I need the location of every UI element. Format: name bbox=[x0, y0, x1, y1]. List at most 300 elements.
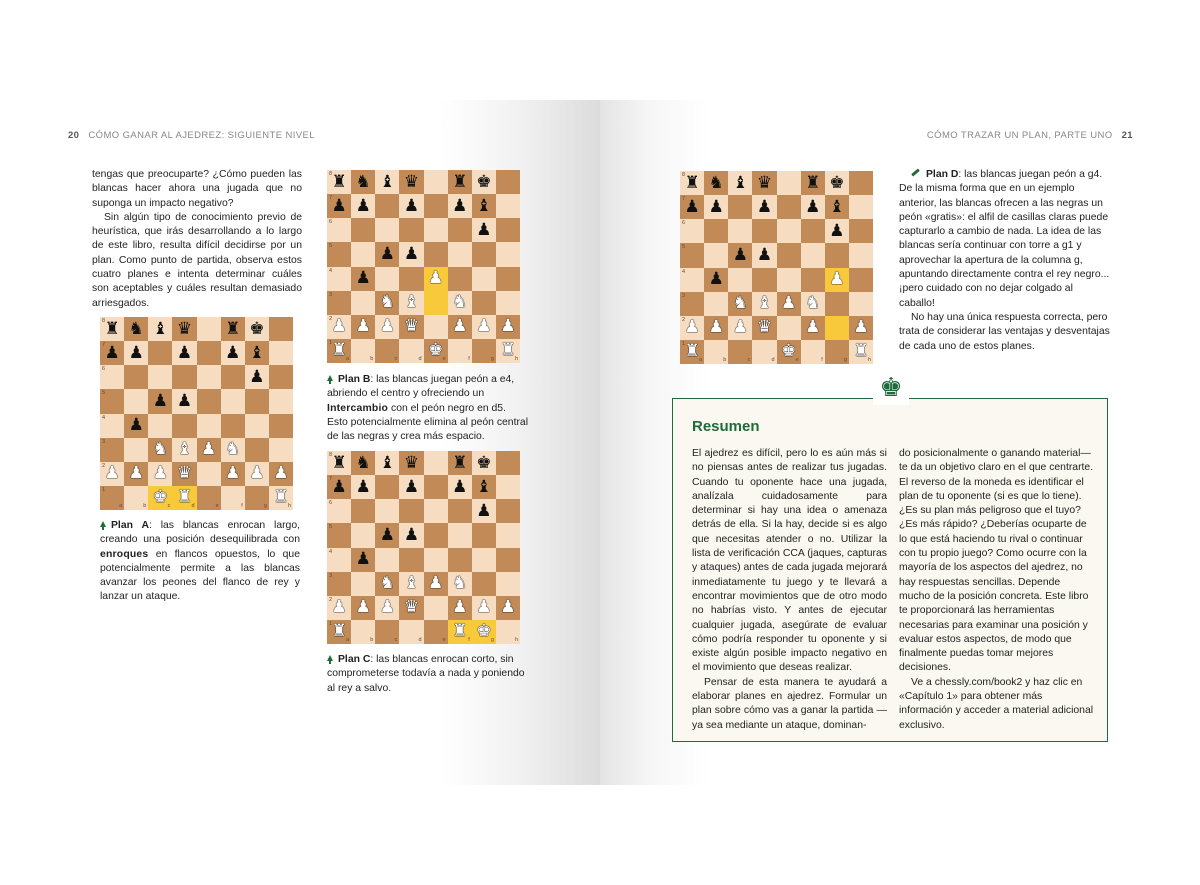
square-d3 bbox=[752, 292, 776, 316]
black-knight-icon: ♞ bbox=[708, 172, 724, 193]
square-b5 bbox=[351, 523, 375, 547]
white-pawn-icon: ♟ bbox=[684, 317, 700, 338]
square-g4 bbox=[472, 548, 496, 572]
black-pawn-icon: ♟ bbox=[104, 342, 120, 363]
square-b8 bbox=[351, 170, 375, 194]
square-d8 bbox=[399, 170, 423, 194]
square-d2 bbox=[752, 316, 776, 340]
black-rook-icon: ♜ bbox=[331, 171, 347, 192]
square-f3 bbox=[221, 438, 245, 462]
white-pawn-icon: ♟ bbox=[128, 463, 144, 484]
square-c5 bbox=[728, 243, 752, 267]
square-c6 bbox=[728, 219, 752, 243]
square-a3 bbox=[327, 291, 351, 315]
plan-d-paragraph bbox=[899, 168, 1110, 311]
square-h7 bbox=[849, 195, 873, 219]
square-a3 bbox=[680, 292, 704, 316]
plan-a-label: Plan A bbox=[111, 520, 149, 531]
white-knight-icon: ♞ bbox=[452, 292, 468, 313]
white-rook-icon: ♜ bbox=[853, 341, 869, 362]
square-g2 bbox=[825, 316, 849, 340]
square-e8 bbox=[424, 170, 448, 194]
square-g7 bbox=[472, 475, 496, 499]
black-pawn-icon: ♟ bbox=[684, 196, 700, 217]
white-king-icon: ♚ bbox=[780, 341, 797, 362]
black-pawn-icon: ♟ bbox=[331, 476, 347, 497]
square-a2 bbox=[100, 462, 124, 486]
square-d1 bbox=[399, 339, 423, 363]
chessboard-plan-b bbox=[327, 170, 520, 363]
square-h6 bbox=[849, 219, 873, 243]
black-king-icon: ♚ bbox=[476, 171, 492, 192]
rank-label: 5 bbox=[329, 524, 333, 531]
rank-label: 4 bbox=[329, 548, 333, 555]
square-a4 bbox=[327, 267, 351, 291]
square-b2 bbox=[351, 596, 375, 620]
square-b2 bbox=[351, 315, 375, 339]
file-label: b bbox=[143, 503, 147, 509]
file-label: c bbox=[394, 637, 398, 643]
black-bishop-icon: ♝ bbox=[476, 195, 492, 216]
left-running-head bbox=[68, 130, 315, 141]
square-e3 bbox=[777, 292, 801, 316]
left-page-number: 20 bbox=[68, 130, 80, 141]
black-rook-icon: ♜ bbox=[452, 452, 468, 473]
square-b7 bbox=[124, 341, 148, 365]
black-pawn-icon: ♟ bbox=[331, 195, 347, 216]
right-running-title: CÓMO TRAZAR UN PLAN, PARTE UNO bbox=[926, 130, 1113, 141]
rank-label: 4 bbox=[329, 267, 333, 274]
square-h8 bbox=[496, 170, 520, 194]
black-knight-icon: ♞ bbox=[355, 171, 371, 192]
square-e7 bbox=[424, 194, 448, 218]
square-f2 bbox=[448, 596, 472, 620]
rank-label: 5 bbox=[102, 390, 106, 397]
black-knight-icon: ♞ bbox=[355, 452, 371, 473]
square-e5 bbox=[424, 523, 448, 547]
white-bishop-icon: ♝ bbox=[403, 573, 420, 594]
square-f4 bbox=[448, 548, 472, 572]
file-label: f bbox=[241, 503, 243, 509]
plan-c-label: Plan C bbox=[338, 654, 371, 665]
square-g7 bbox=[472, 194, 496, 218]
black-pawn-icon: ♟ bbox=[403, 243, 420, 264]
black-rook-icon: ♜ bbox=[452, 171, 468, 192]
white-pawn-icon: ♟ bbox=[225, 463, 241, 484]
square-b4 bbox=[351, 267, 375, 291]
square-b1 bbox=[351, 620, 375, 644]
square-g1 bbox=[472, 339, 496, 363]
rank-label: 5 bbox=[329, 243, 333, 250]
rank-label: 8 bbox=[102, 318, 106, 324]
white-pawn-icon: ♟ bbox=[152, 463, 168, 484]
square-g1 bbox=[245, 486, 269, 510]
black-pawn-icon: ♟ bbox=[403, 476, 420, 497]
white-knight-icon: ♞ bbox=[805, 293, 821, 314]
white-pawn-icon: ♟ bbox=[427, 268, 444, 289]
square-c3 bbox=[375, 291, 399, 315]
file-label: f bbox=[821, 357, 823, 363]
square-h4 bbox=[496, 267, 520, 291]
square-e6 bbox=[424, 218, 448, 242]
square-e7 bbox=[777, 195, 801, 219]
left-running-title: CÓMO GANAR AL AJEDREZ: SIGUIENTE NIVEL bbox=[88, 130, 315, 141]
black-knight-icon: ♞ bbox=[128, 318, 144, 339]
square-g3 bbox=[825, 292, 849, 316]
white-pawn-icon: ♟ bbox=[355, 597, 371, 618]
square-f7 bbox=[448, 194, 472, 218]
file-label: e bbox=[442, 637, 446, 643]
square-g8 bbox=[472, 170, 496, 194]
right-running-head bbox=[927, 130, 1133, 141]
square-a8 bbox=[680, 171, 704, 195]
square-c2 bbox=[148, 462, 172, 486]
black-pawn-icon: ♟ bbox=[128, 415, 144, 436]
black-queen-icon: ♛ bbox=[756, 172, 773, 193]
square-g8 bbox=[825, 171, 849, 195]
square-h6 bbox=[496, 218, 520, 242]
square-c7 bbox=[728, 195, 752, 219]
square-e2 bbox=[424, 596, 448, 620]
square-e6 bbox=[424, 499, 448, 523]
rank-label: 3 bbox=[102, 438, 106, 445]
square-h3 bbox=[849, 292, 873, 316]
square-f5 bbox=[448, 523, 472, 547]
summary-paragraph-2: Pensar de esta manera te ayudará a elaborar planes en ajedrez. Formular un plan sobre cómo vas a ganar la partida —ya sea mediante un ataque, dominan- bbox=[692, 676, 887, 731]
black-pawn-icon: ♟ bbox=[355, 476, 371, 497]
square-e2 bbox=[777, 316, 801, 340]
square-b8 bbox=[704, 171, 728, 195]
square-c6 bbox=[375, 218, 399, 242]
black-pawn-icon: ♟ bbox=[128, 342, 144, 363]
black-pawn-icon: ♟ bbox=[829, 220, 845, 241]
right-page-top-margin bbox=[600, 0, 1200, 100]
square-f7 bbox=[801, 195, 825, 219]
black-bishop-icon: ♝ bbox=[732, 172, 748, 193]
square-d7 bbox=[399, 194, 423, 218]
plan-d-text bbox=[899, 168, 1110, 354]
square-h2 bbox=[849, 316, 873, 340]
square-g5 bbox=[472, 242, 496, 266]
rank-label: 2 bbox=[102, 462, 106, 469]
rank-label: 1 bbox=[329, 339, 333, 346]
file-label: d bbox=[191, 503, 195, 509]
square-b6 bbox=[351, 218, 375, 242]
square-c4 bbox=[375, 267, 399, 291]
square-g5 bbox=[825, 243, 849, 267]
file-label: c bbox=[747, 357, 751, 363]
square-a5 bbox=[100, 389, 124, 413]
file-label: h bbox=[514, 637, 518, 643]
file-label: g bbox=[490, 356, 494, 362]
square-h1 bbox=[269, 486, 293, 510]
square-e1 bbox=[777, 340, 801, 364]
square-e5 bbox=[777, 243, 801, 267]
rank-label: 5 bbox=[682, 244, 686, 251]
rank-label: 8 bbox=[682, 172, 686, 178]
white-knight-icon: ♞ bbox=[225, 439, 241, 460]
plan-d-label: Plan D bbox=[926, 169, 959, 180]
square-b1 bbox=[704, 340, 728, 364]
black-pawn-icon: ♟ bbox=[355, 549, 371, 570]
square-h1 bbox=[496, 620, 520, 644]
file-label: f bbox=[468, 637, 470, 643]
square-e3 bbox=[424, 572, 448, 596]
white-pawn-icon: ♟ bbox=[452, 316, 468, 337]
square-h4 bbox=[496, 548, 520, 572]
square-g2 bbox=[245, 462, 269, 486]
rank-label: 1 bbox=[682, 340, 686, 347]
square-f6 bbox=[801, 219, 825, 243]
square-h7 bbox=[496, 194, 520, 218]
black-queen-icon: ♛ bbox=[403, 171, 420, 192]
square-h3 bbox=[496, 291, 520, 315]
square-c5 bbox=[148, 389, 172, 413]
white-pawn-icon: ♟ bbox=[476, 597, 492, 618]
square-b2 bbox=[704, 316, 728, 340]
black-rook-icon: ♜ bbox=[104, 318, 120, 339]
square-d2 bbox=[399, 315, 423, 339]
square-d4 bbox=[399, 548, 423, 572]
white-queen-icon: ♛ bbox=[756, 317, 773, 338]
square-h3 bbox=[496, 572, 520, 596]
square-e8 bbox=[424, 451, 448, 475]
chessboard-plan-d bbox=[680, 171, 873, 364]
square-h6 bbox=[269, 365, 293, 389]
black-rook-icon: ♜ bbox=[805, 172, 821, 193]
square-f7 bbox=[221, 341, 245, 365]
square-e5 bbox=[197, 389, 221, 413]
square-b3 bbox=[351, 291, 375, 315]
square-e4 bbox=[424, 267, 448, 291]
square-g1 bbox=[825, 340, 849, 364]
file-label: b bbox=[723, 357, 727, 363]
rank-label: 3 bbox=[682, 292, 686, 299]
file-label: a bbox=[346, 356, 350, 362]
black-rook-icon: ♜ bbox=[331, 452, 347, 473]
white-pawn-icon: ♟ bbox=[200, 439, 217, 460]
square-d5 bbox=[172, 389, 196, 413]
square-d3 bbox=[399, 572, 423, 596]
intro-paragraph-1: tengas que preocuparte? ¿Cómo pueden las blancas hacer ahora una jugada que no suponga un impacto negativo? bbox=[92, 169, 302, 209]
square-h8 bbox=[496, 451, 520, 475]
square-f3 bbox=[448, 291, 472, 315]
square-f8 bbox=[448, 170, 472, 194]
black-pawn-icon: ♟ bbox=[249, 366, 265, 387]
rank-label: 6 bbox=[329, 500, 333, 507]
square-b5 bbox=[351, 242, 375, 266]
rank-label: 6 bbox=[102, 366, 106, 373]
black-pawn-icon: ♟ bbox=[452, 195, 468, 216]
summary-paragraph-1: El ajedrez es difícil, pero lo es aún más si no piensas antes de realizar tus jugadas. Cuando tu oponente hace una jugada, analízala cuidadosamente para determinar si hay una idea o amenaza detrás de ella. Si la hay, decide si es algo que necesitas atender o no. Utilizar la lista de verificación CCA (jaques, capturas y ataques) antes de cada jugada mejorará inmediatamente tu juego y te llevará a encontrar movimientos que de otro modo no habrías visto. Y antes de ejecutar cualquier jugada, asegúrate de evaluar cómo podría responder tu oponente y si existe algún posible impacto negativo en el movimiento que deseas realizar. bbox=[692, 448, 887, 674]
arrow-up-icon bbox=[100, 521, 106, 527]
square-e2 bbox=[197, 462, 221, 486]
square-b6 bbox=[351, 499, 375, 523]
square-f1 bbox=[448, 339, 472, 363]
file-label: c bbox=[394, 356, 398, 362]
right-page-number: 21 bbox=[1121, 130, 1133, 141]
rank-label: 3 bbox=[329, 291, 333, 298]
white-rook-icon: ♜ bbox=[331, 621, 347, 642]
rank-label: 4 bbox=[682, 268, 686, 275]
square-f4 bbox=[801, 268, 825, 292]
square-b7 bbox=[351, 194, 375, 218]
file-label: e bbox=[442, 356, 446, 362]
file-label: e bbox=[795, 357, 799, 363]
black-pawn-icon: ♟ bbox=[403, 195, 420, 216]
square-g1 bbox=[472, 620, 496, 644]
square-g5 bbox=[245, 389, 269, 413]
square-f1 bbox=[221, 486, 245, 510]
square-f3 bbox=[801, 292, 825, 316]
square-a6 bbox=[327, 499, 351, 523]
square-c8 bbox=[375, 451, 399, 475]
plan-c-text: : las blancas enrocan corto, sin comprometerse todavía a nada y poniendo al rey a salvo. bbox=[327, 654, 525, 694]
square-d4 bbox=[172, 414, 196, 438]
square-c3 bbox=[148, 438, 172, 462]
black-queen-icon: ♛ bbox=[403, 452, 420, 473]
square-a5 bbox=[327, 523, 351, 547]
square-b1 bbox=[351, 339, 375, 363]
chessboard-plan-c bbox=[327, 451, 520, 644]
square-d2 bbox=[172, 462, 196, 486]
file-label: g bbox=[263, 503, 267, 509]
square-g4 bbox=[472, 267, 496, 291]
square-g3 bbox=[472, 291, 496, 315]
square-b4 bbox=[704, 268, 728, 292]
summary-title: Resumen bbox=[692, 418, 760, 435]
square-c1 bbox=[375, 620, 399, 644]
square-e1 bbox=[424, 620, 448, 644]
square-c1 bbox=[375, 339, 399, 363]
square-h5 bbox=[269, 389, 293, 413]
square-c8 bbox=[148, 317, 172, 341]
square-a4 bbox=[680, 268, 704, 292]
white-pawn-icon: ♟ bbox=[829, 269, 845, 290]
square-f1 bbox=[801, 340, 825, 364]
square-g4 bbox=[245, 414, 269, 438]
rank-label: 7 bbox=[102, 342, 106, 349]
square-f6 bbox=[221, 365, 245, 389]
square-b4 bbox=[351, 548, 375, 572]
white-pawn-icon: ♟ bbox=[732, 317, 748, 338]
white-pawn-icon: ♟ bbox=[104, 463, 120, 484]
square-a8 bbox=[327, 170, 351, 194]
plan-a-text-2: en flancos opuestos, lo que potencialmente permite a las blancas avanzar los peones del flanco de rey y lanzar un ataque. bbox=[100, 548, 300, 603]
square-g3 bbox=[472, 572, 496, 596]
square-e8 bbox=[197, 317, 221, 341]
square-h2 bbox=[269, 462, 293, 486]
square-a1 bbox=[100, 486, 124, 510]
plan-a-text-1: : las blancas enrocan largo, creando una posición desequilibrada con bbox=[100, 520, 301, 546]
square-a1 bbox=[327, 620, 351, 644]
square-a2 bbox=[327, 315, 351, 339]
square-c4 bbox=[148, 414, 172, 438]
plan-b-caption bbox=[327, 373, 529, 444]
white-rook-icon: ♜ bbox=[331, 340, 347, 361]
white-pawn-icon: ♟ bbox=[500, 316, 516, 337]
rank-label: 7 bbox=[329, 195, 333, 202]
square-a7 bbox=[327, 475, 351, 499]
white-king-icon: ♚ bbox=[152, 487, 168, 508]
square-f5 bbox=[448, 242, 472, 266]
square-d5 bbox=[399, 523, 423, 547]
square-d1 bbox=[752, 340, 776, 364]
square-g6 bbox=[245, 365, 269, 389]
black-bishop-icon: ♝ bbox=[379, 452, 395, 473]
square-f2 bbox=[801, 316, 825, 340]
black-pawn-icon: ♟ bbox=[176, 342, 193, 363]
file-label: f bbox=[468, 356, 470, 362]
white-rook-icon: ♜ bbox=[452, 621, 468, 642]
square-f5 bbox=[801, 243, 825, 267]
square-c1 bbox=[728, 340, 752, 364]
square-h8 bbox=[849, 171, 873, 195]
white-pawn-icon: ♟ bbox=[379, 597, 395, 618]
square-c2 bbox=[375, 596, 399, 620]
square-h4 bbox=[269, 414, 293, 438]
black-pawn-icon: ♟ bbox=[403, 524, 420, 545]
intro-paragraph-2: Sin algún tipo de conocimiento previo de heurística, que irás desarrollando a lo largo de este libro, resulta difícil decidirse por un plan. Como punto de partida, observa estos cuatro planes e intenta determinar cuáles son aceptables y cuáles resultan demasiado arriesgados. bbox=[92, 211, 302, 309]
black-pawn-icon: ♟ bbox=[379, 524, 395, 545]
file-label: h bbox=[867, 357, 871, 363]
rank-label: 4 bbox=[102, 414, 106, 421]
square-a8 bbox=[327, 451, 351, 475]
closing-paragraph: No hay una única respuesta correcta, pero trata de considerar las ventajas y desventajas de cada uno de estos planes. bbox=[899, 311, 1110, 352]
square-a6 bbox=[327, 218, 351, 242]
black-bishop-icon: ♝ bbox=[152, 318, 168, 339]
square-d2 bbox=[399, 596, 423, 620]
black-king-icon: ♚ bbox=[829, 172, 845, 193]
square-f6 bbox=[448, 218, 472, 242]
black-pawn-icon: ♟ bbox=[152, 390, 168, 411]
square-d4 bbox=[399, 267, 423, 291]
plan-b-text-1: : las blancas juegan peón a e4, abriendo el centro y ofreciendo un bbox=[327, 374, 515, 400]
white-knight-icon: ♞ bbox=[379, 292, 395, 313]
square-f2 bbox=[221, 462, 245, 486]
white-knight-icon: ♞ bbox=[152, 439, 168, 460]
square-d8 bbox=[752, 171, 776, 195]
intro-text bbox=[92, 168, 302, 311]
square-h6 bbox=[496, 499, 520, 523]
square-e8 bbox=[777, 171, 801, 195]
file-label: a bbox=[346, 637, 350, 643]
black-pawn-icon: ♟ bbox=[708, 269, 724, 290]
black-bishop-icon: ♝ bbox=[249, 342, 265, 363]
square-b6 bbox=[124, 365, 148, 389]
square-e4 bbox=[424, 548, 448, 572]
square-c4 bbox=[375, 548, 399, 572]
square-a7 bbox=[327, 194, 351, 218]
square-a4 bbox=[100, 414, 124, 438]
square-b3 bbox=[124, 438, 148, 462]
file-label: d bbox=[771, 357, 775, 363]
square-b6 bbox=[704, 219, 728, 243]
square-d3 bbox=[399, 291, 423, 315]
file-label: g bbox=[843, 357, 847, 363]
square-e7 bbox=[424, 475, 448, 499]
file-label: b bbox=[370, 637, 374, 643]
file-label: g bbox=[490, 637, 494, 643]
white-queen-icon: ♛ bbox=[403, 316, 420, 337]
square-d5 bbox=[399, 242, 423, 266]
square-e1 bbox=[197, 486, 221, 510]
white-king-icon: ♚ bbox=[427, 340, 444, 361]
summary-column-1 bbox=[692, 447, 887, 733]
black-king-icon: ♚ bbox=[476, 452, 492, 473]
square-c7 bbox=[375, 475, 399, 499]
square-f6 bbox=[448, 499, 472, 523]
